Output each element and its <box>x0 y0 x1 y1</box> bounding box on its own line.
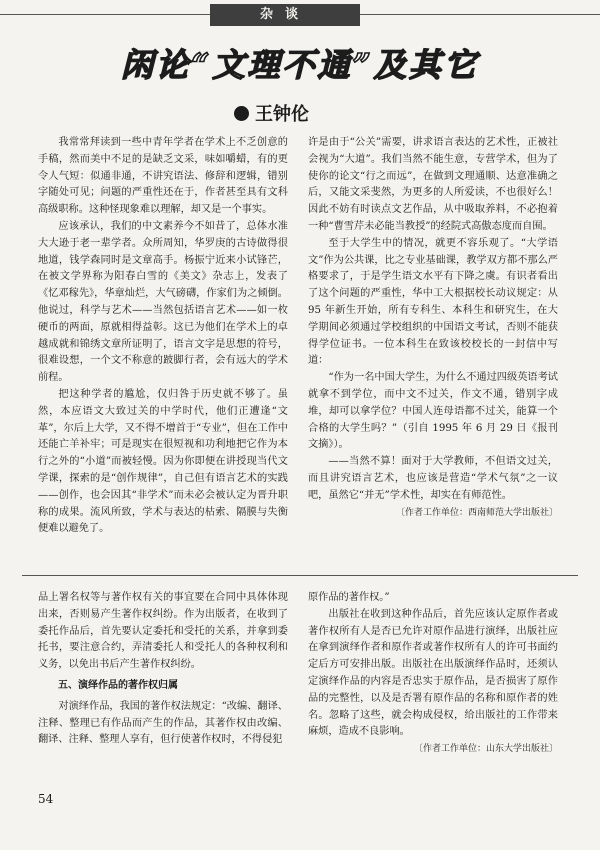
paragraph: ——当然不算！面对于大学教师，不但语文过关，而且讲究语言艺术，也应该是营造“学术气氛”之一议吧，虽然它“并无”学术性，却实在有师范性。 <box>308 456 558 501</box>
paragraph: 把这种学者的尴尬，仅归咎于历史就不够了。虽然，本应语文大致过关的中学时代，他们正遭逢“文革”，尔后上大学，又不得不增首于“专业”，但在工作中还能亡羊补牢；可是现实在很短视和功利地把它作为本行之外的“小道”而被轻慢。因为你即便在讲授现当代文学课，探索的是“创作规律”，自己但有语言艺术的实践——创作，也会因其“非学术”而未必会被认定为晋升职称的成果。流风所致，学术与表达的枯索、隔膜与失衡便难以避免了。 <box>38 388 288 535</box>
paragraph: 原作品的著作权。” <box>308 592 390 603</box>
section-banner: 杂谈 <box>210 4 360 26</box>
paragraph: “作为一名中国大学生，为什么不通过四级英语考试就拿不到学位，而中文不过关，作文不通，错别字成堆，却可以拿学位？中国人连母语都不过关，能算一个合格的大学生吗？”（引自 1995 年 6 月 29 日《报刊文摘》）。 <box>308 372 558 451</box>
lower-right-column <box>308 590 558 758</box>
section-divider <box>22 575 578 576</box>
author-name: 王钟伦 <box>255 104 309 125</box>
bullet-dot-icon <box>234 106 249 121</box>
paragraph: 出版社在收到这种作品后，首先应该认定原作者或著作权所有人是否已允许对原作品进行演绎，出版社应在拿到演绎作者和原作者或著作权所有人的许可书面约定后方可安排出版。出版社在出版演绎作品时，还须认定演绎作品的内容是否忠实于原作品，是否损害了原作品的完整性，以及是否署有原作品的名称和原作者的姓名。忽略了这些，就会构成侵权，给出版社的工作带来麻烦，造成不良影响。 <box>308 608 558 738</box>
section-heading: 五、演绎作品的著作权归属 <box>58 679 178 691</box>
paragraph: 品上署名权等与著作权有关的事宜要在合同中具体体现出来，否则易产生著作权纠纷。作为出版者，在收到了委托作品后，首先要认定委托和受托的关系，并拿到委托书，要注意合约，弄清委托人和受托人的各种权利和义务，以免出书后产生著作权纠纷。 <box>38 592 288 671</box>
lower-left-column <box>38 590 288 749</box>
paragraph: 许是由于“公关”需要，讲求语言表达的艺术性，正被社会视为“大道”。我们当然不能生意，专营学术，但为了使你的论文“行之而远”，在做到文理通顺、达意准确之后，又能文采斐然，为更多的人所爱读，不也很好么！因此不妨有时读点文艺作品，从中吸取养料，不必抱着一种“曹雪芹未必能当教授”的经院式高傲态度而自囿。 <box>308 137 558 232</box>
page-number: 54 <box>38 792 54 806</box>
paragraph: 对演绎作品，我国的著作权法规定：“改编、翻译、注释、整理已有作品而产生的作品，其著作权由改编、翻译、注释、整理人享有，但行使著作权时，不得侵犯 <box>38 700 288 746</box>
paragraph: 我常常拜读到一些中青年学者在学术上不乏创意的手稿，然而美中不足的是缺乏文采，味如嚼蜡，有的更令人气短：似通非通，不讲究语法、修辞和逻辑，错别字随处可见；问题的严重性还在于，作者甚至具有文科高级职称。这种怪现象难以理解，却又是一个事实。 <box>38 137 288 216</box>
paragraph: 至于大学生中的情况，就更不容乐观了。“大学语文”作为公共课，比之专业基础课，教学双方都不那么严格要求了，于是学生语文水平有下降之虞。有识者看出了这个问题的严重性，华中工大根据校长动议规定：从 95 年新生开始，所有专科生、本科生和研究生，在大学期间必须通过学校组织的中国语文考试，否则不能获得学位证书。一位本科生在致该校校长的一封信中写道： <box>308 237 558 367</box>
author-affiliation: 〔作者工作单位：西南师范大学出版社〕 <box>395 507 558 518</box>
article-left-column <box>38 135 288 538</box>
article-right-column <box>308 135 558 521</box>
paragraph: 应该承认，我们的中文素养今不如昔了，总体水准大大逊于老一辈学者。众所周知，华罗庚的古诗做得很地道，钱学森同时是文章高手。杨振宁近来小试锋芒，在被文学界称为阳春白雪的《美文》杂志上，发表了《忆邓稼先》，华章灿烂，大气磅礴，作家们为之倾倒。他说过，科学与艺术——当然包括语言艺术——如一枚硬币的两面，原就相得益彰。这已为他们在学术上的卓越成就和锦绣文章所证明了，语言文字是思想的符号，很难设想，一个文不称意的跛脚行者，会有远大的学术前程。 <box>38 220 288 384</box>
author-affiliation: 〔作者工作单位：山东大学出版社〕 <box>413 744 558 755</box>
article-title: 闲论“文理不通”及其它 <box>121 46 479 84</box>
author-line <box>234 100 309 126</box>
